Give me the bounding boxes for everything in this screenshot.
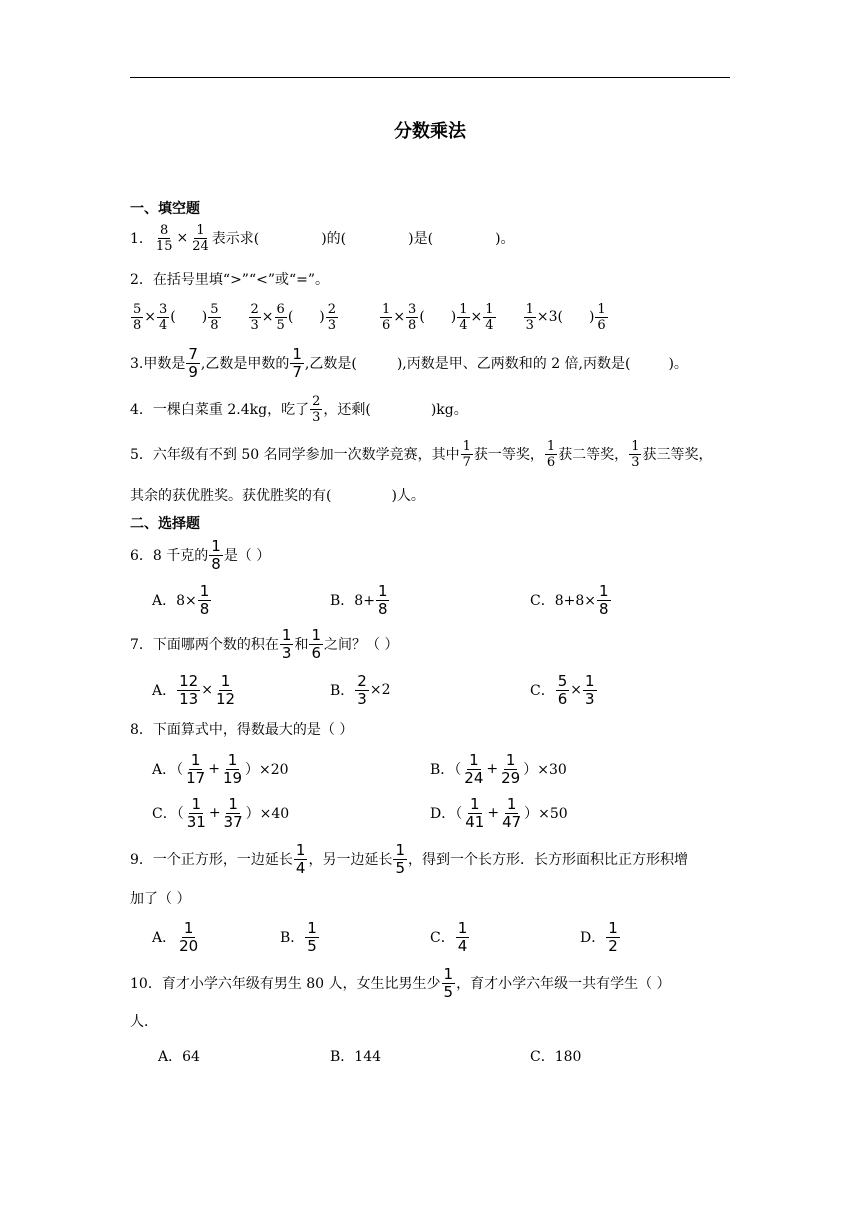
q10-option-b[interactable]: B．144 xyxy=(330,1049,382,1065)
fraction: $\frac{1}{3}$ xyxy=(631,438,640,470)
fraction: $\frac{1}{5}$ xyxy=(395,840,406,877)
q7-option-c[interactable]: C． $\frac{5}{6}$ × $\frac{1}{3}$ xyxy=(530,671,595,708)
question-6: 6．8 千克的 $\frac{1}{8}$ 是（ ） xyxy=(130,536,271,573)
fraction: $\frac{3}{4}$ xyxy=(159,301,168,333)
fraction: $\frac{2}{3}$ xyxy=(250,301,259,333)
fraction: $\frac{1}{8}$ xyxy=(599,581,609,618)
fraction: $\frac{5}{8}$ xyxy=(133,301,142,333)
fraction: $\frac{1}{4}$ xyxy=(459,301,468,333)
fraction: $\frac{1}{8}$ xyxy=(199,581,210,618)
fraction: $\frac{1}{31}$ xyxy=(186,794,206,831)
q9-option-d[interactable]: D． $\frac{1}{2}$ xyxy=(580,918,618,955)
fraction: $\frac{1}{37}$ xyxy=(223,794,243,831)
fraction: $\frac{1}{6}$ xyxy=(597,301,606,333)
fraction: $\frac{6}{5}$ xyxy=(276,301,285,333)
fraction: $\frac{1}{17}$ xyxy=(186,750,206,787)
fraction: $\frac{1}{8}$ xyxy=(377,581,388,618)
q8-option-d[interactable]: D．（ $\frac{1}{41}$ + $\frac{1}{47}$ ）×50 xyxy=(430,794,568,831)
fraction: $\frac{3}{8}$ xyxy=(408,301,417,333)
q6-option-c[interactable]: C．8+8× $\frac{1}{8}$ xyxy=(530,581,609,618)
fraction: $\frac{1}{2}$ xyxy=(608,918,618,955)
fraction: $\frac{1}{3}$ xyxy=(281,625,292,662)
fraction: $\frac{12}{13}$ xyxy=(179,671,199,708)
fraction: $\frac{1}{6}$ xyxy=(311,625,322,662)
question-5-line-2: 其余的获优胜奖。获优胜奖的有( )人。 xyxy=(130,488,425,504)
q9-option-b[interactable]: B． $\frac{1}{5}$ xyxy=(280,918,317,955)
q7-option-a[interactable]: A． $\frac{12}{13}$ × $\frac{1}{12}$ xyxy=(152,671,236,708)
page-title: 分数乘法 xyxy=(394,121,466,142)
question-9: 9．一个正方形，一边延长 $\frac{1}{4}$ ，另一边延长 $\frac{1}{5}$ ，得到一个长方形．长方形面积比正方形积增 xyxy=(130,840,689,877)
q6-option-b[interactable]: B．8+ $\frac{1}{8}$ xyxy=(330,581,388,618)
question-10: 10．育才小学六年级有男生 80 人，女生比男生少 $\frac{1}{5}$ ，育才小学六年级一共有学生（ ） xyxy=(130,964,671,1001)
fraction: $\frac{8}{15}$ xyxy=(155,222,173,254)
q8-option-a[interactable]: A．（ $\frac{1}{17}$ + $\frac{1}{19}$ ）×20 xyxy=(152,750,289,787)
question-2: 2．在括号里填“>”“<”或“=”。 xyxy=(130,272,330,288)
question-9-line-2: 加了（ ） xyxy=(130,891,191,907)
fraction: $\frac{1}{19}$ xyxy=(222,750,243,787)
fraction: $\frac{1}{6}$ xyxy=(546,438,556,470)
q7-option-b[interactable]: B． $\frac{2}{3}$ ×2 xyxy=(330,671,391,708)
fraction: $\frac{1}{12}$ xyxy=(215,671,236,708)
section-choice: 二、选择题 xyxy=(130,516,200,532)
fraction: $\frac{1}{4}$ xyxy=(485,301,494,333)
question-1: 1． $\frac{8}{15}$ × $\frac{1}{24}$ 表示求( )的( )是( )。 xyxy=(130,222,515,254)
fraction: $\frac{1}{5}$ xyxy=(307,918,317,955)
question-8: 8．下面算式中，得数最大的是（ ） xyxy=(130,722,354,738)
q6-option-a[interactable]: A．8× $\frac{1}{8}$ xyxy=(152,581,210,618)
fraction: $\frac{1}{29}$ xyxy=(501,750,521,787)
fraction: $\frac{1}{4}$ xyxy=(295,840,306,877)
section-fill-in: 一、填空题 xyxy=(130,201,200,217)
question-3: 3.甲数是 $\frac{7}{9}$ ,乙数是甲数的 $\frac{1}{7}$ ,乙数是( ),丙数是甲、乙两数和的 2 倍,丙数是( )。 xyxy=(130,344,688,381)
fraction: $\frac{1}{4}$ xyxy=(457,918,468,955)
fraction: $\frac{1}{8}$ xyxy=(211,536,221,573)
q8-option-c[interactable]: C．（ $\frac{1}{31}$ + $\frac{1}{37}$ ）×40 xyxy=(152,794,290,831)
fraction: $\frac{1}{24}$ xyxy=(464,750,484,787)
fraction: $\frac{1}{47}$ xyxy=(502,794,522,831)
fraction: $\frac{2}{3}$ xyxy=(357,671,367,708)
fraction: $\frac{1}{5}$ xyxy=(443,964,454,1001)
question-2-items: $\frac{5}{8}$ × $\frac{3}{4}$ ( ) $\frac{5}{8}$ $\frac{2}{3}$ × $\frac{6}{5}$ ( ) $\frac{2}{3}$ $\frac{1}{6}$ × $\frac{3}{8}$ ( ) $\frac{1}{4}$ × $\frac{1}{4}$ $\frac{1}{3}$ ×3 ( ) $\frac{1}{6}$ xyxy=(133,301,606,333)
q8-option-b[interactable]: B．（ $\frac{1}{24}$ + $\frac{1}{29}$ ）×30 xyxy=(430,750,567,787)
fraction: $\frac{2}{3}$ xyxy=(327,301,337,333)
fraction: $\frac{1}{7}$ xyxy=(462,438,471,470)
fraction: $\frac{1}{20}$ xyxy=(179,918,199,955)
fraction: $\frac{1}{7}$ xyxy=(292,344,302,381)
q9-option-a[interactable]: A． $\frac{1}{20}$ xyxy=(152,918,199,955)
fraction: $\frac{1}{3}$ xyxy=(525,301,534,333)
question-7: 7．下面哪两个数的积在 $\frac{1}{3}$ 和 $\frac{1}{6}$ 之间？（ ） xyxy=(130,625,399,662)
q10-option-a[interactable]: A．64 xyxy=(158,1049,200,1065)
fraction: $\frac{5}{8}$ xyxy=(210,301,219,333)
question-5: 5．六年级有不到 50 名同学参加一次数学竞赛，其中 $\frac{1}{7}$ 获一等奖， $\frac{1}{6}$ 获二等奖， $\frac{1}{3}$ 获三等奖， xyxy=(130,438,713,470)
question-10-line-2: 人． xyxy=(130,1014,158,1030)
fraction: $\frac{1}{24}$ xyxy=(192,222,209,254)
question-4: 4．一棵白菜重 2.4kg，吃了 $\frac{2}{3}$ ，还剩( )kg。 xyxy=(130,393,468,425)
fraction: $\frac{1}{6}$ xyxy=(382,301,391,333)
fraction: $\frac{7}{9}$ xyxy=(188,344,198,381)
q9-option-c[interactable]: C． $\frac{1}{4}$ xyxy=(430,918,468,955)
fraction: $\frac{1}{3}$ xyxy=(585,671,595,708)
header-rule xyxy=(130,77,730,78)
fraction: $\frac{2}{3}$ xyxy=(312,393,321,425)
fraction: $\frac{1}{41}$ xyxy=(465,794,485,831)
q10-option-c[interactable]: C．180 xyxy=(530,1049,582,1065)
fraction: $\frac{5}{6}$ xyxy=(557,671,568,708)
